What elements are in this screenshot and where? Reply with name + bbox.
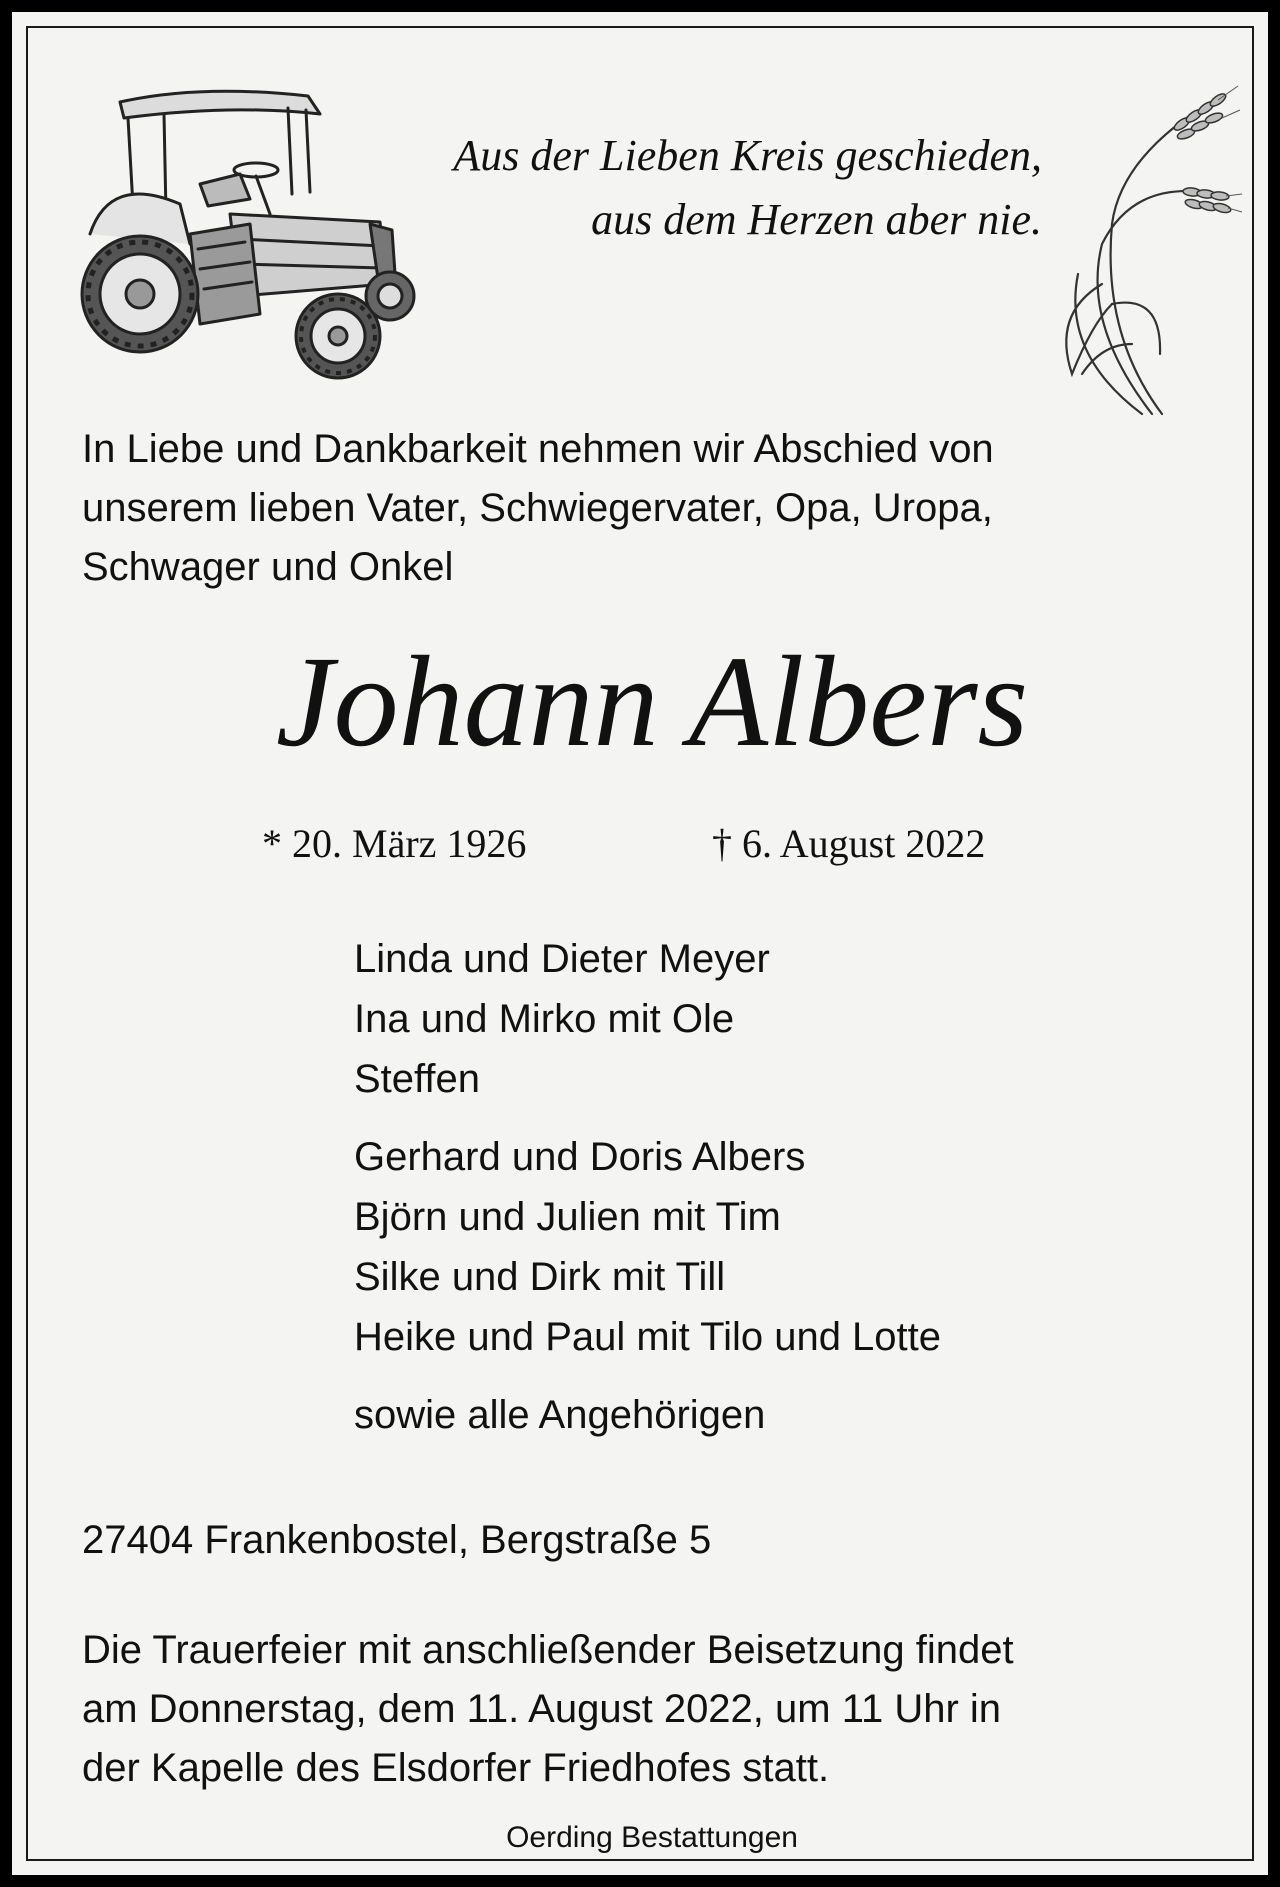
deceased-name: Johann Albers [275,630,1029,774]
undertaker-name: Oerding Bestattungen [506,1821,798,1854]
family-list [354,929,1214,1463]
intro-line-3: Schwager und Onkel [82,545,454,589]
family-member: Björn und Julien mit Tim [354,1195,781,1239]
family-member: Silke und Dirk mit Till [354,1255,726,1299]
tractor-illustration [80,74,420,404]
family-member: Gerhard und Doris Albers [354,1135,806,1179]
obituary-notice [12,12,1268,1875]
family-member: Steffen [354,1057,481,1101]
motto-line-2: aus dem Herzen aber nie. [591,195,1042,244]
service-line-2: am Donnerstag, dem 11. August 2022, um 11 Uhr in [82,1687,1002,1731]
family-member: sowie alle Angehörigen [354,1393,766,1437]
service-line-3: der Kapelle des Elsdorfer Friedhofes statt. [82,1746,830,1790]
motto-line-1: Aus der Lieben Kreis geschieden, [453,131,1042,180]
family-member: Heike und Paul mit Tilo und Lotte [354,1315,942,1359]
intro-line-2: unserem lieben Vater, Schwiegervater, Opa, Uropa, [82,486,993,530]
birth-date: * 20. März 1926 [262,821,527,866]
death-date: † 6. August 2022 [712,821,986,866]
service-info [82,1621,1232,1798]
motto [372,124,1042,252]
address: 27404 Frankenbostel, Bergstraße 5 [82,1518,712,1562]
family-group-3 [354,1385,1214,1445]
wheat-illustration [1042,74,1242,424]
family-member: Ina und Mirko mit Ole [354,997,735,1041]
intro-text [82,420,1212,597]
intro-line-1: In Liebe und Dankbarkeit nehmen wir Abschied von [82,427,994,471]
service-line-1: Die Trauerfeier mit anschließender Beisetzung findet [82,1628,1014,1672]
family-group-1 [354,929,1214,1109]
family-group-2 [354,1127,1214,1367]
family-member: Linda und Dieter Meyer [354,937,770,981]
